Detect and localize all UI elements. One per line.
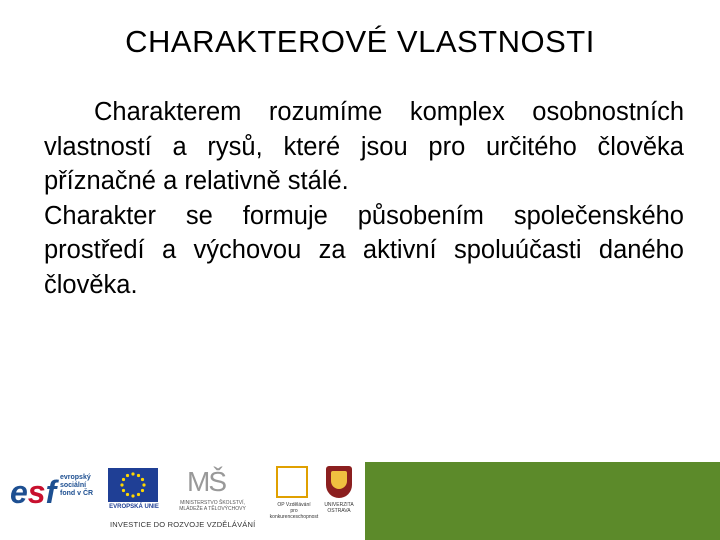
esf-caption: [60, 474, 93, 498]
msmt-caption: [175, 500, 250, 512]
esf-caption-line-1: evropský: [60, 474, 91, 481]
shield-inner-icon: [331, 471, 347, 489]
esf-icon: esf: [10, 474, 57, 510]
slide-title: CHARAKTEROVÉ VLASTNOSTI: [125, 24, 595, 59]
university-caption-line-2: OSTRAVA: [327, 508, 351, 514]
green-panel: [365, 462, 720, 540]
op-caption-line-2: pro konkurenceschopnost: [269, 508, 319, 520]
eu-logo: [108, 468, 158, 514]
university-logo: [322, 466, 356, 518]
esf-caption-line-2: sociální: [60, 482, 87, 489]
op-square-icon: [276, 466, 308, 498]
msmt-caption-line-1: MINISTERSTVO ŠKOLSTVÍ,: [180, 500, 245, 506]
msmt-logo: [175, 466, 250, 516]
op-caption: [266, 502, 322, 520]
paragraph-1: Charakterem rozumíme komplex osobnostních vlastností a rysů, které jsou pro určitého člověka příznačné a relativně stálé.: [44, 98, 684, 195]
investment-caption: INVESTICE DO ROZVOJE VZDĚLÁVÁNÍ: [110, 520, 256, 529]
msmt-icon: MŠ: [187, 466, 225, 497]
university-caption-line-1: UNIVERZITA: [324, 502, 354, 508]
eu-caption: EVROPSKÁ UNIE: [109, 504, 159, 510]
eu-flag-icon: [108, 468, 158, 502]
op-logo: [266, 466, 319, 520]
esf-logo: [10, 470, 100, 514]
esf-caption-line-3: fond v ČR: [60, 490, 94, 497]
op-caption-line-1: OP Vzdělávání: [277, 502, 311, 508]
msmt-caption-line-2: MLÁDEŽE A TĚLOVÝCHOVY: [179, 506, 246, 512]
university-caption: [318, 502, 360, 514]
slide-body: [44, 95, 684, 302]
paragraph-2: Charakter se formuje působením společenského prostředí a výchovou za aktivní spoluúčasti daného člověka.: [44, 201, 684, 299]
